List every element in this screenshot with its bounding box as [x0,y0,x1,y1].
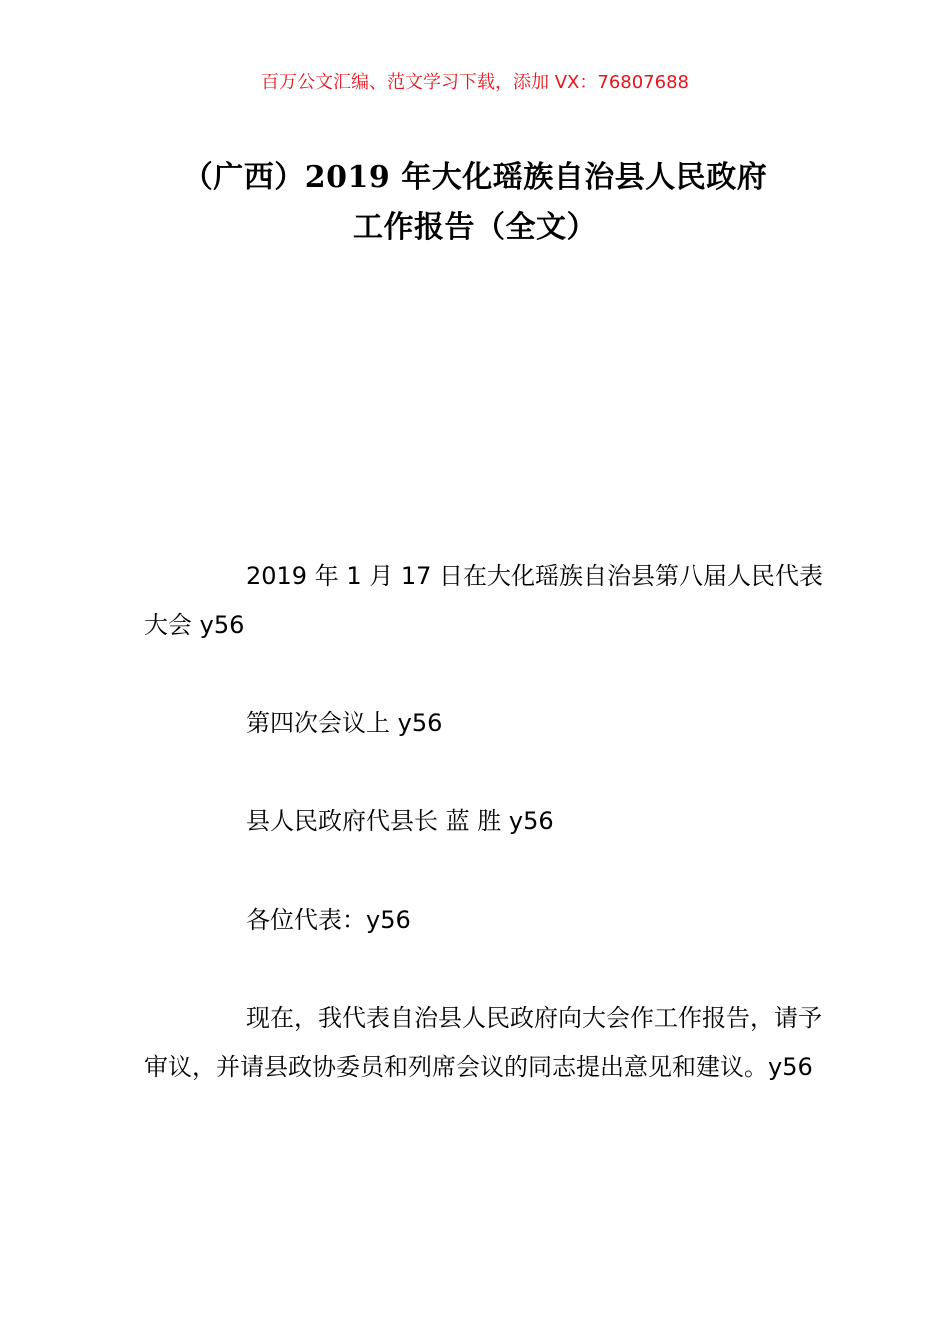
document-title-line-1: （广西）2019 年大化瑶族自治县人民政府 [182,160,768,195]
paragraph-session [144,699,844,748]
paragraph-opening [144,994,844,1092]
paragraph-meeting-date [144,552,844,650]
document-title-line-2: 工作报告（全文） [353,210,597,245]
paragraph-text: 各位代表：y56 [246,906,411,934]
paragraph-text: 县人民政府代县长 蓝 胜 y56 [246,807,554,835]
paragraph-text: 现在，我代表自治县人民政府向大会作工作报告，请予审议，并请县政协委员和列席会议的同志提出意见和建议。y56 [144,1004,822,1081]
paragraph-salutation [144,896,844,945]
paragraph-text: 2019 年 1 月 17 日在大化瑶族自治县第八届人民代表大会 y56 [144,562,824,639]
paragraph-speaker [144,797,844,846]
header-watermark-note: 百万公文汇编、范文学习下载，添加 VX：76807688 [261,72,689,93]
paragraph-text: 第四次会议上 y56 [246,709,443,737]
